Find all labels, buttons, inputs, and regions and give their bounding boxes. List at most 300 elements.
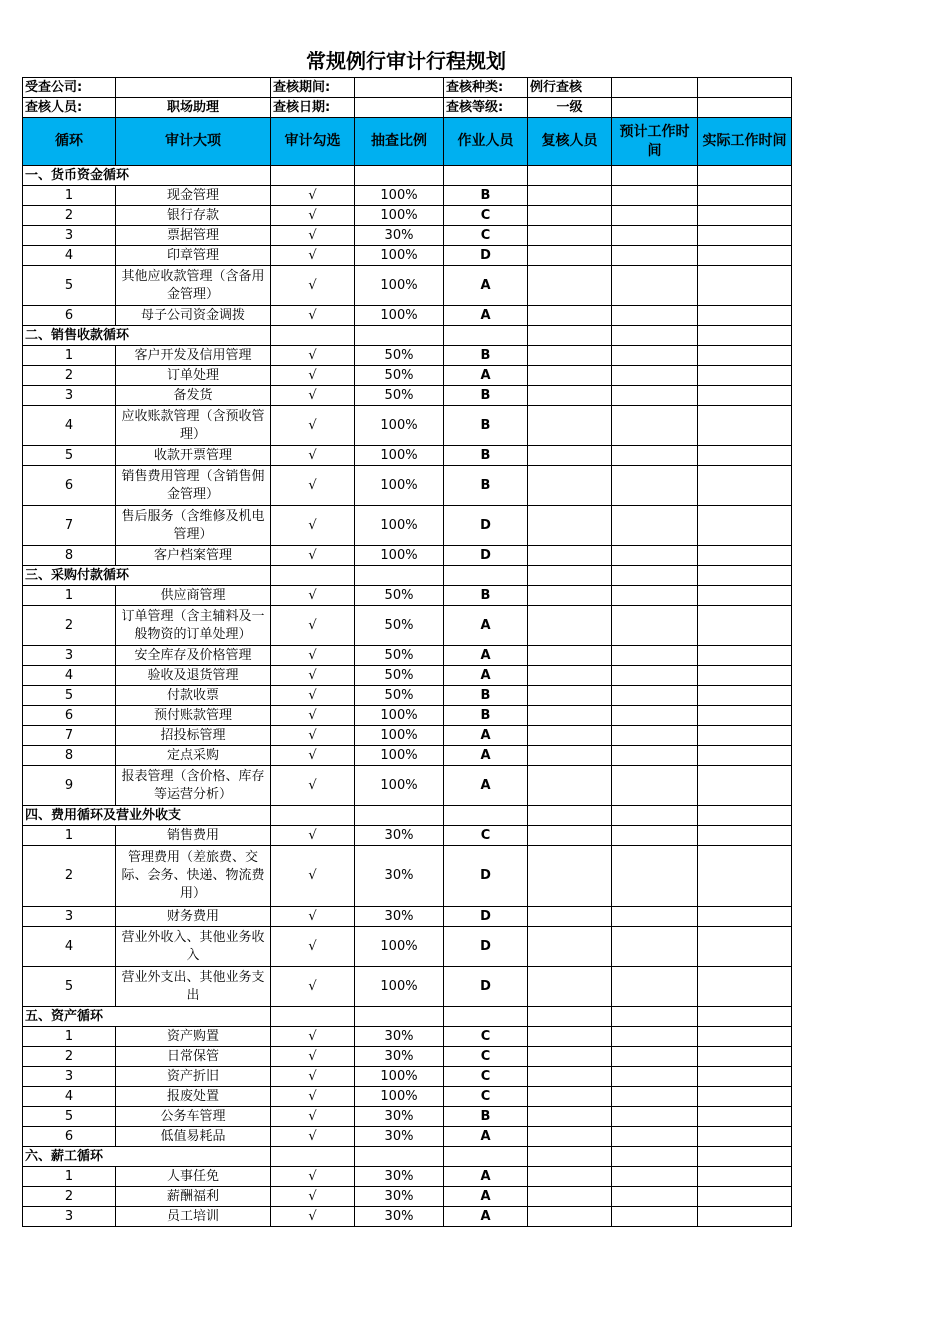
info-blank-cell[interactable]	[612, 98, 698, 118]
audit-check[interactable]: √	[271, 907, 355, 927]
sample-ratio[interactable]: 50%	[355, 386, 444, 406]
operator[interactable]: C	[444, 206, 528, 226]
planned-time[interactable]	[612, 586, 698, 606]
blank-cell[interactable]	[355, 1007, 444, 1027]
blank-cell[interactable]	[355, 806, 444, 826]
audit-check[interactable]: √	[271, 206, 355, 226]
blank-cell[interactable]	[271, 1007, 355, 1027]
reviewer[interactable]	[528, 266, 612, 306]
planned-time[interactable]	[612, 666, 698, 686]
actual-time[interactable]	[698, 506, 792, 546]
audit-check[interactable]: √	[271, 386, 355, 406]
planned-time[interactable]	[612, 927, 698, 967]
operator[interactable]: A	[444, 266, 528, 306]
operator[interactable]: B	[444, 446, 528, 466]
operator[interactable]: A	[444, 1167, 528, 1187]
actual-time[interactable]	[698, 706, 792, 726]
planned-time[interactable]	[612, 646, 698, 666]
planned-time[interactable]	[612, 446, 698, 466]
sample-ratio[interactable]: 50%	[355, 346, 444, 366]
actual-time[interactable]	[698, 1207, 792, 1227]
audit-check[interactable]: √	[271, 967, 355, 1007]
info-blank-cell[interactable]	[612, 78, 698, 98]
audit-check[interactable]: √	[271, 546, 355, 566]
audit-check[interactable]: √	[271, 666, 355, 686]
reviewer[interactable]	[528, 1187, 612, 1207]
reviewer[interactable]	[528, 346, 612, 366]
reviewer[interactable]	[528, 586, 612, 606]
sample-ratio[interactable]: 100%	[355, 1067, 444, 1087]
blank-cell[interactable]	[528, 326, 612, 346]
audit-check[interactable]: √	[271, 686, 355, 706]
blank-cell[interactable]	[612, 806, 698, 826]
planned-time[interactable]	[612, 726, 698, 746]
planned-time[interactable]	[612, 967, 698, 1007]
blank-cell[interactable]	[698, 1147, 792, 1167]
sample-ratio[interactable]: 100%	[355, 206, 444, 226]
reviewer[interactable]	[528, 907, 612, 927]
reviewer[interactable]	[528, 226, 612, 246]
sample-ratio[interactable]: 30%	[355, 1167, 444, 1187]
planned-time[interactable]	[612, 186, 698, 206]
actual-time[interactable]	[698, 1067, 792, 1087]
sample-ratio[interactable]: 30%	[355, 826, 444, 846]
audit-item: 备发货	[116, 386, 271, 406]
actual-time[interactable]	[698, 1187, 792, 1207]
table-row	[23, 646, 792, 666]
audit-check[interactable]: √	[271, 1127, 355, 1147]
actual-time[interactable]	[698, 766, 792, 806]
sample-ratio[interactable]: 50%	[355, 646, 444, 666]
type-value[interactable]: 例行查核	[528, 78, 612, 98]
operator[interactable]: D	[444, 967, 528, 1007]
reviewer[interactable]	[528, 366, 612, 386]
reviewer[interactable]	[528, 606, 612, 646]
actual-time[interactable]	[698, 186, 792, 206]
actual-time[interactable]	[698, 1167, 792, 1187]
row-number: 5	[23, 446, 116, 466]
sample-ratio[interactable]: 30%	[355, 1027, 444, 1047]
reviewer[interactable]	[528, 746, 612, 766]
sample-ratio[interactable]: 100%	[355, 927, 444, 967]
planned-time[interactable]	[612, 406, 698, 446]
date-value[interactable]	[355, 98, 444, 118]
operator[interactable]: A	[444, 306, 528, 326]
actual-time[interactable]	[698, 406, 792, 446]
planned-time[interactable]	[612, 306, 698, 326]
planned-time[interactable]	[612, 706, 698, 726]
actual-time[interactable]	[698, 1127, 792, 1147]
actual-time[interactable]	[698, 586, 792, 606]
audit-item: 员工培训	[116, 1207, 271, 1227]
audit-check[interactable]: √	[271, 927, 355, 967]
blank-cell[interactable]	[271, 166, 355, 186]
actual-time[interactable]	[698, 306, 792, 326]
audit-check[interactable]: √	[271, 1207, 355, 1227]
blank-cell[interactable]	[271, 566, 355, 586]
operator[interactable]: A	[444, 766, 528, 806]
actual-time[interactable]	[698, 907, 792, 927]
table-row	[23, 1207, 792, 1227]
sample-ratio[interactable]: 100%	[355, 446, 444, 466]
audit-check[interactable]: √	[271, 266, 355, 306]
reviewer[interactable]	[528, 546, 612, 566]
sample-ratio[interactable]: 50%	[355, 606, 444, 646]
blank-cell[interactable]	[528, 1007, 612, 1027]
table-row	[23, 446, 792, 466]
audit-check[interactable]: √	[271, 506, 355, 546]
audit-item: 日常保管	[116, 1047, 271, 1067]
reviewer[interactable]	[528, 506, 612, 546]
sample-ratio[interactable]: 100%	[355, 1087, 444, 1107]
operator[interactable]: C	[444, 1027, 528, 1047]
reviewer[interactable]	[528, 846, 612, 907]
operator[interactable]: A	[444, 746, 528, 766]
planned-time[interactable]	[612, 1127, 698, 1147]
sample-ratio[interactable]: 30%	[355, 1047, 444, 1067]
planned-time[interactable]	[612, 386, 698, 406]
row-number: 8	[23, 746, 116, 766]
col-header-operator: 作业人员	[444, 118, 528, 166]
audit-check[interactable]: √	[271, 646, 355, 666]
reviewer[interactable]	[528, 386, 612, 406]
table-row	[23, 246, 792, 266]
blank-cell[interactable]	[444, 1007, 528, 1027]
sample-ratio[interactable]: 100%	[355, 726, 444, 746]
audit-item: 资产购置	[116, 1027, 271, 1047]
blank-cell[interactable]	[698, 326, 792, 346]
actual-time[interactable]	[698, 726, 792, 746]
sample-ratio[interactable]: 100%	[355, 246, 444, 266]
reviewer[interactable]	[528, 206, 612, 226]
planned-time[interactable]	[612, 1107, 698, 1127]
operator[interactable]: B	[444, 466, 528, 506]
planned-time[interactable]	[612, 366, 698, 386]
blank-cell[interactable]	[355, 326, 444, 346]
operator[interactable]: A	[444, 1127, 528, 1147]
period-value[interactable]	[355, 78, 444, 98]
operator[interactable]: B	[444, 346, 528, 366]
blank-cell[interactable]	[271, 1147, 355, 1167]
planned-time[interactable]	[612, 1027, 698, 1047]
actual-time[interactable]	[698, 606, 792, 646]
reviewer[interactable]	[528, 466, 612, 506]
actual-time[interactable]	[698, 1087, 792, 1107]
reviewer[interactable]	[528, 1127, 612, 1147]
planned-time[interactable]	[612, 686, 698, 706]
actual-time[interactable]	[698, 646, 792, 666]
blank-cell[interactable]	[698, 566, 792, 586]
planned-time[interactable]	[612, 846, 698, 907]
planned-time[interactable]	[612, 226, 698, 246]
blank-cell[interactable]	[355, 1147, 444, 1167]
planned-time[interactable]	[612, 1047, 698, 1067]
operator[interactable]: B	[444, 586, 528, 606]
operator[interactable]: A	[444, 646, 528, 666]
reviewer[interactable]	[528, 446, 612, 466]
reviewer[interactable]	[528, 766, 612, 806]
planned-time[interactable]	[612, 746, 698, 766]
actual-time[interactable]	[698, 346, 792, 366]
actual-time[interactable]	[698, 826, 792, 846]
audit-check[interactable]: √	[271, 1067, 355, 1087]
audit-check[interactable]: √	[271, 226, 355, 246]
reviewer[interactable]	[528, 1207, 612, 1227]
sample-ratio[interactable]: 100%	[355, 967, 444, 1007]
planned-time[interactable]	[612, 206, 698, 226]
reviewer[interactable]	[528, 826, 612, 846]
operator[interactable]: B	[444, 406, 528, 446]
sample-ratio[interactable]: 30%	[355, 846, 444, 907]
operator[interactable]: A	[444, 666, 528, 686]
operator[interactable]: B	[444, 706, 528, 726]
blank-cell[interactable]	[528, 1147, 612, 1167]
blank-cell[interactable]	[528, 566, 612, 586]
actual-time[interactable]	[698, 206, 792, 226]
blank-cell[interactable]	[612, 1007, 698, 1027]
operator[interactable]: D	[444, 246, 528, 266]
blank-cell[interactable]	[698, 806, 792, 826]
actual-time[interactable]	[698, 366, 792, 386]
sample-ratio[interactable]: 100%	[355, 306, 444, 326]
sample-ratio[interactable]: 50%	[355, 366, 444, 386]
operator[interactable]: D	[444, 907, 528, 927]
blank-cell[interactable]	[355, 566, 444, 586]
row-number: 2	[23, 1047, 116, 1067]
audit-item: 销售费用	[116, 826, 271, 846]
table-row	[23, 266, 792, 306]
sample-ratio[interactable]: 100%	[355, 266, 444, 306]
sample-ratio[interactable]: 30%	[355, 1187, 444, 1207]
audit-check[interactable]: √	[271, 826, 355, 846]
audit-check[interactable]: √	[271, 766, 355, 806]
audit-item: 应收账款管理（含预收管理）	[116, 406, 271, 446]
sample-ratio[interactable]: 30%	[355, 226, 444, 246]
info-blank-cell[interactable]	[698, 98, 792, 118]
planned-time[interactable]	[612, 506, 698, 546]
reviewer[interactable]	[528, 686, 612, 706]
blank-cell[interactable]	[271, 806, 355, 826]
sample-ratio[interactable]: 30%	[355, 907, 444, 927]
actual-time[interactable]	[698, 746, 792, 766]
blank-cell[interactable]	[444, 166, 528, 186]
audit-check[interactable]: √	[271, 406, 355, 446]
reviewer[interactable]	[528, 646, 612, 666]
info-blank-cell[interactable]	[698, 78, 792, 98]
actual-time[interactable]	[698, 446, 792, 466]
table-row	[23, 1127, 792, 1147]
reviewer[interactable]	[528, 1047, 612, 1067]
sample-ratio[interactable]: 50%	[355, 686, 444, 706]
row-number: 7	[23, 726, 116, 746]
audit-item: 报表管理（含价格、库存等运营分析）	[116, 766, 271, 806]
audit-check[interactable]: √	[271, 1167, 355, 1187]
actual-time[interactable]	[698, 466, 792, 506]
reviewer[interactable]	[528, 306, 612, 326]
reviewer[interactable]	[528, 406, 612, 446]
reviewer[interactable]	[528, 1087, 612, 1107]
sample-ratio[interactable]: 100%	[355, 186, 444, 206]
audit-check[interactable]: √	[271, 846, 355, 907]
company-value[interactable]	[116, 78, 271, 98]
col-header-actual-time: 实际工作时间	[698, 118, 792, 166]
actual-time[interactable]	[698, 686, 792, 706]
audit-check[interactable]: √	[271, 606, 355, 646]
audit-check[interactable]: √	[271, 366, 355, 386]
blank-cell[interactable]	[271, 326, 355, 346]
actual-time[interactable]	[698, 386, 792, 406]
sample-ratio[interactable]: 100%	[355, 506, 444, 546]
operator[interactable]: B	[444, 386, 528, 406]
operator[interactable]: D	[444, 546, 528, 566]
audit-check[interactable]: √	[271, 186, 355, 206]
table-row	[23, 967, 792, 1007]
planned-time[interactable]	[612, 766, 698, 806]
reviewer[interactable]	[528, 1027, 612, 1047]
audit-check[interactable]: √	[271, 726, 355, 746]
reviewer[interactable]	[528, 186, 612, 206]
actual-time[interactable]	[698, 246, 792, 266]
reviewer[interactable]	[528, 1107, 612, 1127]
audit-check[interactable]: √	[271, 1027, 355, 1047]
planned-time[interactable]	[612, 1067, 698, 1087]
actual-time[interactable]	[698, 846, 792, 907]
audit-check[interactable]: √	[271, 306, 355, 326]
auditor-value[interactable]: 职场助理	[116, 98, 271, 118]
planned-time[interactable]	[612, 907, 698, 927]
blank-cell[interactable]	[612, 326, 698, 346]
reviewer[interactable]	[528, 1167, 612, 1187]
audit-check[interactable]: √	[271, 586, 355, 606]
operator[interactable]: D	[444, 506, 528, 546]
audit-item: 供应商管理	[116, 586, 271, 606]
audit-check[interactable]: √	[271, 1187, 355, 1207]
operator[interactable]: A	[444, 366, 528, 386]
operator[interactable]: A	[444, 606, 528, 646]
row-number: 3	[23, 1067, 116, 1087]
operator[interactable]: A	[444, 726, 528, 746]
table-row	[23, 606, 792, 646]
blank-cell[interactable]	[444, 806, 528, 826]
blank-cell[interactable]	[612, 166, 698, 186]
row-number: 6	[23, 1127, 116, 1147]
reviewer[interactable]	[528, 967, 612, 1007]
audit-item: 订单管理（含主辅料及一般物资的订单处理）	[116, 606, 271, 646]
actual-time[interactable]	[698, 1047, 792, 1067]
blank-cell[interactable]	[528, 166, 612, 186]
sample-ratio[interactable]: 50%	[355, 586, 444, 606]
planned-time[interactable]	[612, 606, 698, 646]
sample-ratio[interactable]: 100%	[355, 466, 444, 506]
blank-cell[interactable]	[444, 326, 528, 346]
actual-time[interactable]	[698, 226, 792, 246]
audit-check[interactable]: √	[271, 746, 355, 766]
audit-check[interactable]: √	[271, 446, 355, 466]
operator[interactable]: D	[444, 846, 528, 907]
planned-time[interactable]	[612, 1207, 698, 1227]
sample-ratio[interactable]: 30%	[355, 1207, 444, 1227]
audit-check[interactable]: √	[271, 706, 355, 726]
table-row	[23, 226, 792, 246]
planned-time[interactable]	[612, 826, 698, 846]
audit-check[interactable]: √	[271, 1087, 355, 1107]
actual-time[interactable]	[698, 266, 792, 306]
reviewer[interactable]	[528, 706, 612, 726]
operator[interactable]: C	[444, 826, 528, 846]
planned-time[interactable]	[612, 1187, 698, 1207]
blank-cell[interactable]	[698, 166, 792, 186]
sample-ratio[interactable]: 100%	[355, 766, 444, 806]
sample-ratio[interactable]: 100%	[355, 746, 444, 766]
operator[interactable]: A	[444, 1207, 528, 1227]
planned-time[interactable]	[612, 466, 698, 506]
row-number: 8	[23, 546, 116, 566]
actual-time[interactable]	[698, 1107, 792, 1127]
planned-time[interactable]	[612, 1087, 698, 1107]
planned-time[interactable]	[612, 246, 698, 266]
planned-time[interactable]	[612, 266, 698, 306]
reviewer[interactable]	[528, 927, 612, 967]
audit-check[interactable]: √	[271, 1047, 355, 1067]
planned-time[interactable]	[612, 546, 698, 566]
operator[interactable]: A	[444, 1187, 528, 1207]
blank-cell[interactable]	[444, 566, 528, 586]
reviewer[interactable]	[528, 726, 612, 746]
audit-item: 资产折旧	[116, 1067, 271, 1087]
operator[interactable]: C	[444, 1047, 528, 1067]
sample-ratio[interactable]: 100%	[355, 546, 444, 566]
table-row	[23, 366, 792, 386]
actual-time[interactable]	[698, 967, 792, 1007]
operator[interactable]: D	[444, 927, 528, 967]
reviewer[interactable]	[528, 666, 612, 686]
audit-check[interactable]: √	[271, 466, 355, 506]
blank-cell[interactable]	[528, 806, 612, 826]
table-row	[23, 826, 792, 846]
operator[interactable]: C	[444, 1067, 528, 1087]
blank-cell[interactable]	[355, 166, 444, 186]
actual-time[interactable]	[698, 546, 792, 566]
sample-ratio[interactable]: 100%	[355, 406, 444, 446]
audit-check[interactable]: √	[271, 346, 355, 366]
operator[interactable]: C	[444, 1087, 528, 1107]
sample-ratio[interactable]: 30%	[355, 1127, 444, 1147]
operator[interactable]: B	[444, 186, 528, 206]
actual-time[interactable]	[698, 927, 792, 967]
operator[interactable]: B	[444, 686, 528, 706]
blank-cell[interactable]	[612, 566, 698, 586]
sample-ratio[interactable]: 30%	[355, 1107, 444, 1127]
blank-cell[interactable]	[612, 1147, 698, 1167]
actual-time[interactable]	[698, 1027, 792, 1047]
audit-check[interactable]: √	[271, 1107, 355, 1127]
blank-cell[interactable]	[444, 1147, 528, 1167]
reviewer[interactable]	[528, 1067, 612, 1087]
planned-time[interactable]	[612, 346, 698, 366]
planned-time[interactable]	[612, 1167, 698, 1187]
level-value[interactable]: 一级	[528, 98, 612, 118]
col-header-reviewer: 复核人员	[528, 118, 612, 166]
sample-ratio[interactable]: 50%	[355, 666, 444, 686]
actual-time[interactable]	[698, 666, 792, 686]
sample-ratio[interactable]: 100%	[355, 706, 444, 726]
operator[interactable]: C	[444, 226, 528, 246]
section-row	[23, 326, 792, 346]
blank-cell[interactable]	[698, 1007, 792, 1027]
operator[interactable]: B	[444, 1107, 528, 1127]
audit-check[interactable]: √	[271, 246, 355, 266]
reviewer[interactable]	[528, 246, 612, 266]
